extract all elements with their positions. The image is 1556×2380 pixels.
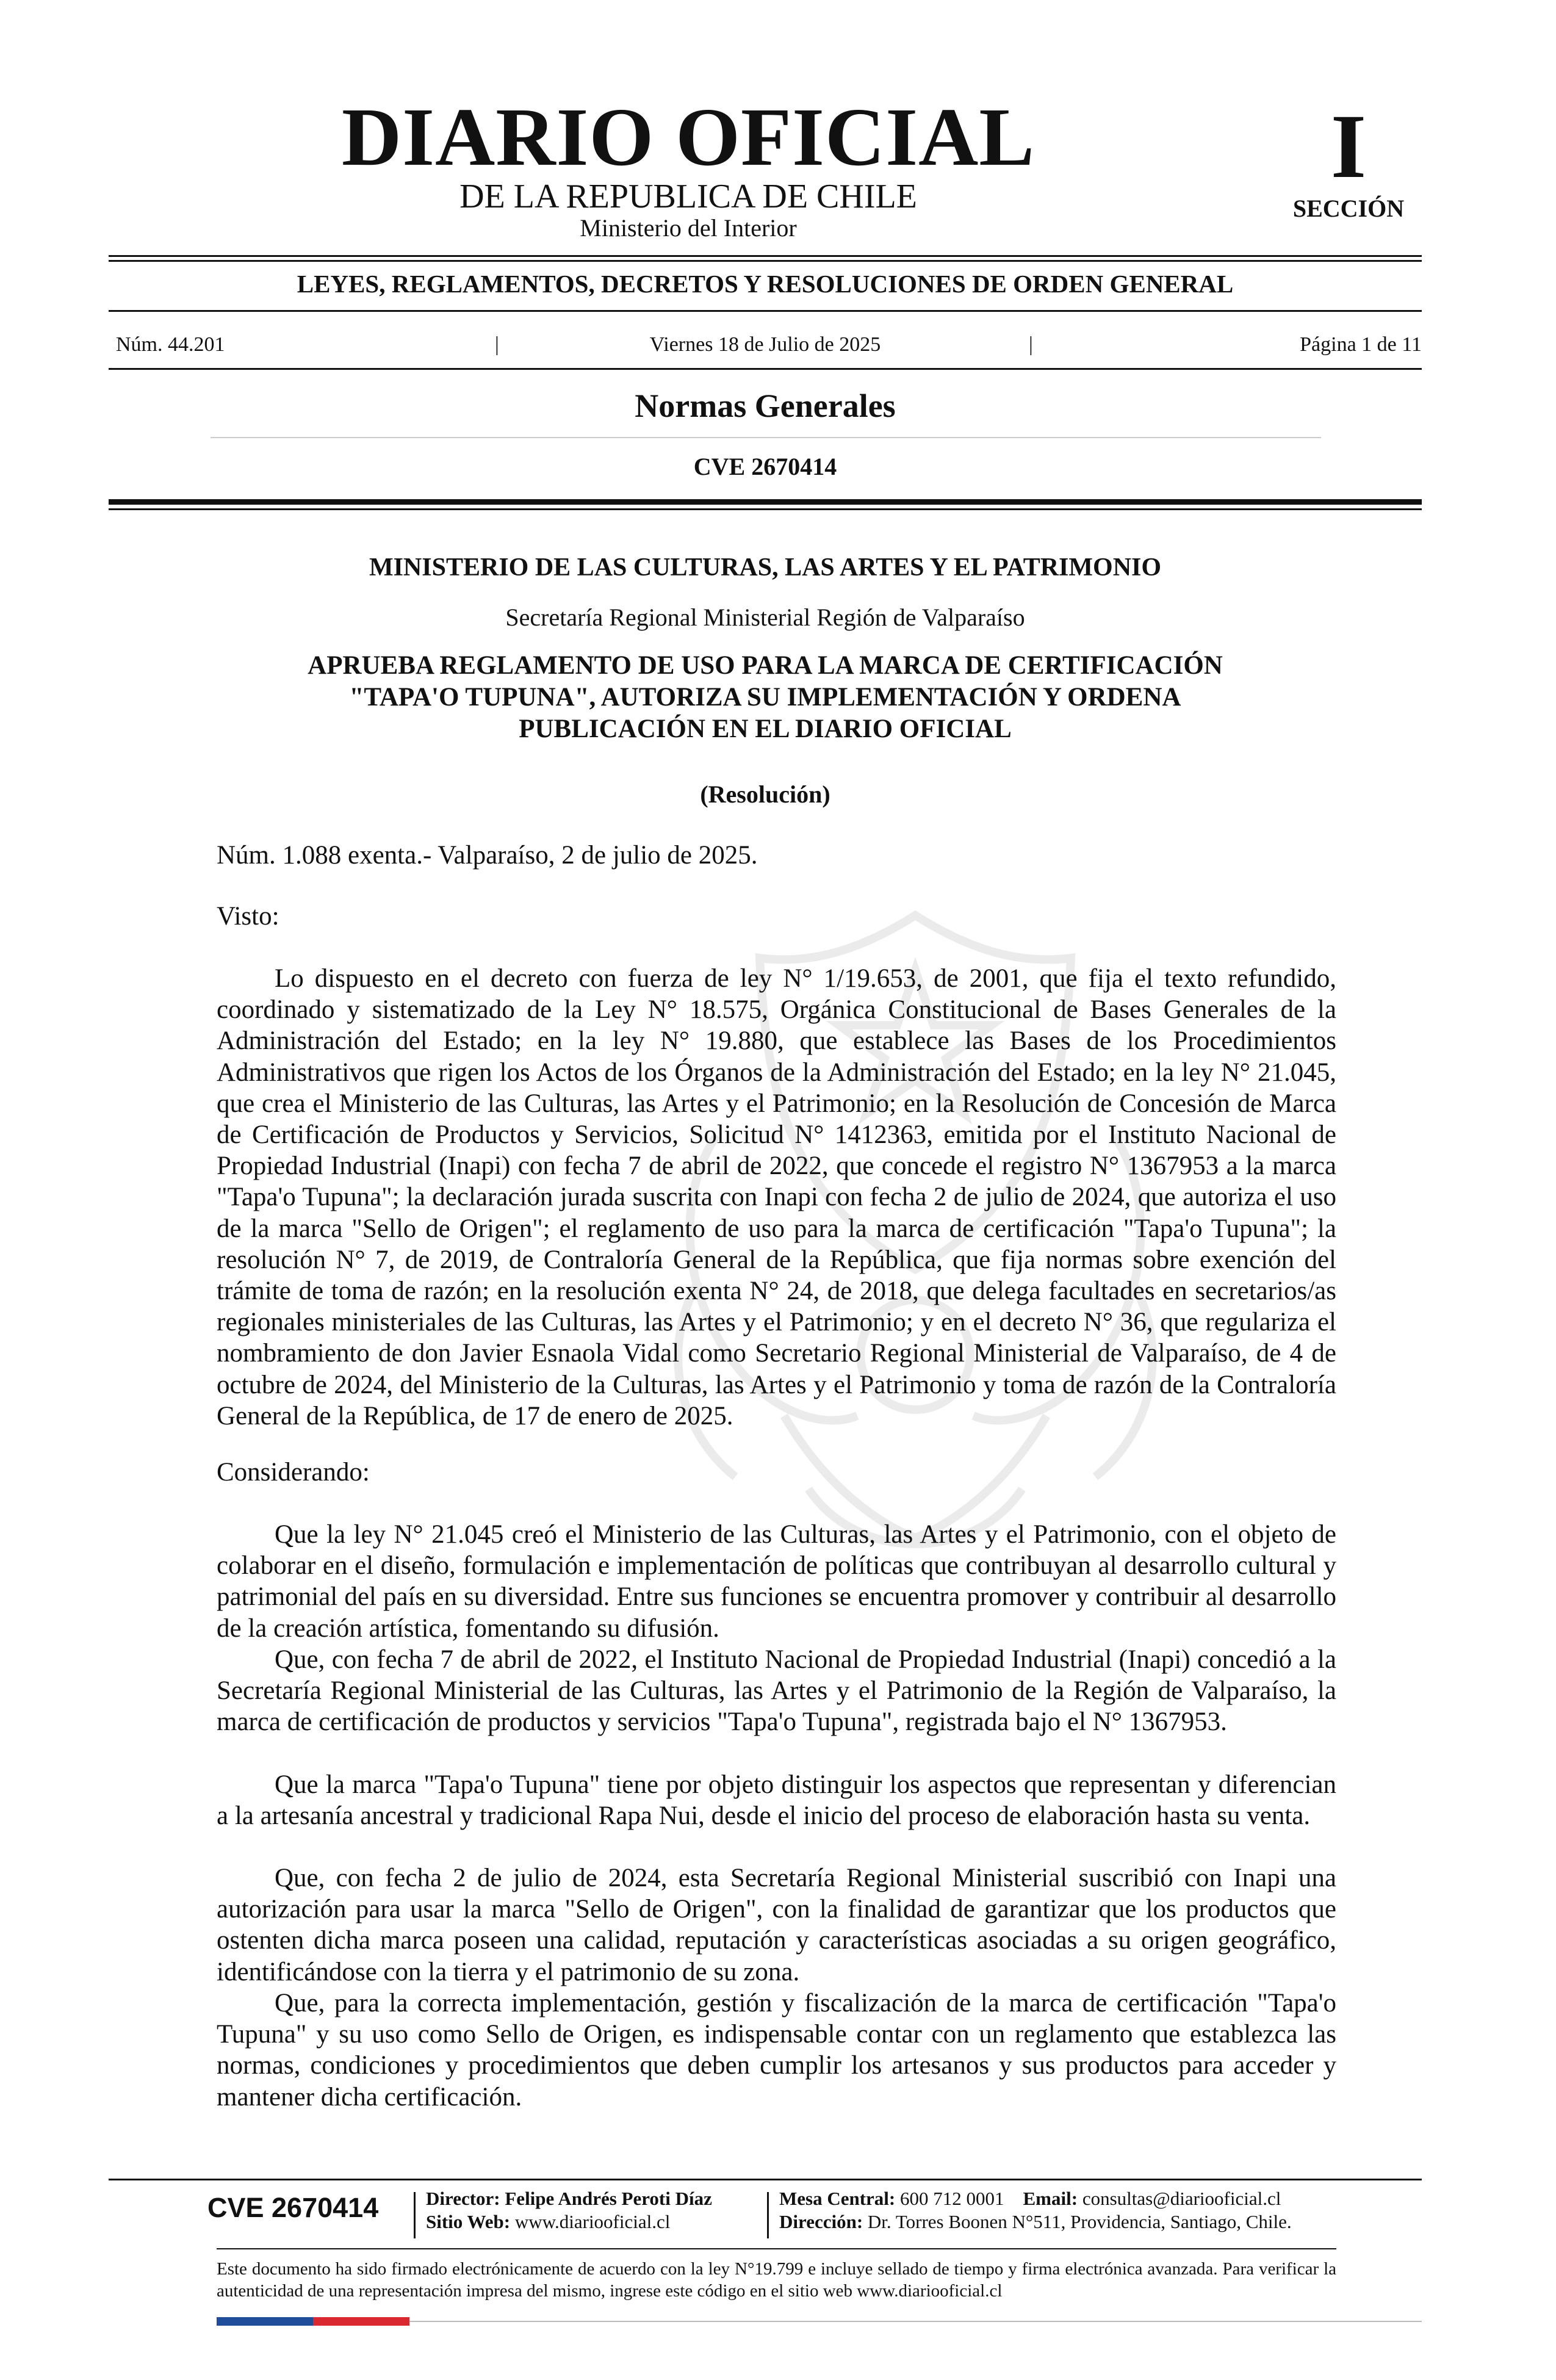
phone-number: 600 712 0001 <box>900 2188 1004 2209</box>
issue-page: Página 1 de 11 <box>1300 333 1422 356</box>
footer-rule-mid <box>217 2248 1336 2249</box>
section-divider <box>211 437 1321 438</box>
section-number: I <box>1330 96 1367 197</box>
considerando-paragraph: Que, para la correcta implementación, gestión y fiscalización de la marca de certificación "Tapa'o Tupuna" y su uso como Sello de Origen, es indispensable contar con un reglamento que establezca las normas, condiciones y procedimientos que deben cumplir los artesanos y sus productos para acceder y mantener dicha certificación. <box>217 1989 1336 2111</box>
considerando-paragraph: Que la marca "Tapa'o Tupuna" tiene por objeto distinguir los aspectos que representan y diferencian a la artesanía ancestral y tradicional Rapa Nui, desde el inicio del proceso de elaboración hasta su venta. <box>217 1770 1336 1831</box>
issue-rule <box>109 368 1422 370</box>
visto-label: Visto: <box>217 902 279 931</box>
issue-row <box>109 330 1422 360</box>
section-heading: Normas Generales <box>635 388 896 424</box>
heading-rule-thick <box>109 499 1422 505</box>
footer-legal-note: Este documento ha sido firmado electrónicamente de acuerdo con la ley N°19.799 e incluye sellado de tiempo y firma electrónica avanzada. Para verificar la autenticidad de una representación impresa del mismo, ingrese este código en el sitio web www.diariooficial.cl <box>217 2259 1336 2301</box>
footer-rule-bottom <box>409 2321 1422 2322</box>
newspaper-ministry: Ministerio del Interior <box>580 214 797 242</box>
document-title <box>109 650 1422 745</box>
document-title-line: PUBLICACIÓN EN EL DIARIO OFICIAL <box>519 715 1012 743</box>
banner-rule <box>109 310 1422 312</box>
newspaper-title: DIARIO OFICIAL <box>341 92 1036 183</box>
footer-contact-block <box>779 2187 1292 2234</box>
issuing-office: Secretaría Regional Ministerial Región de Valparaíso <box>505 604 1025 631</box>
document-title-line: "TAPA'O TUPUNA", AUTORIZA SU IMPLEMENTACIÓN Y ORDENA <box>349 683 1181 712</box>
considerando-paragraph: Que, con fecha 2 de julio de 2024, esta Secretaría Regional Ministerial suscribió con Inapi una autorización para usar la marca "Sello de Origen", con la finalidad de garantizar que los productos que ostenten dicha marca poseen una calidad, reputación y características asociadas a su origen geográfico, identificándose con la tierra y el patrimonio de su zona. <box>217 1864 1336 1986</box>
web-label: Sitio Web: <box>426 2211 511 2232</box>
phone-label: Mesa Central: <box>779 2188 896 2209</box>
issuing-ministry: MINISTERIO DE LAS CULTURAS, LAS ARTES Y EL PATRIMONIO <box>369 554 1162 582</box>
footer-director-block <box>426 2187 712 2234</box>
footer-rule-top <box>109 2179 1422 2180</box>
website-link[interactable]: www.diariooficial.cl <box>514 2211 671 2232</box>
masthead-rule-top <box>109 255 1422 257</box>
considerando-paragraph: Que la ley N° 21.045 creó el Ministerio de las Culturas, las Artes y el Patrimonio, con el objeto de colaborar en el diseño, formulación e implementación de políticas que contribuyan al desarrollo cultural y patrimonial del país en su diversidad. Entre sus funciones se encuentra promover y contribuir al desarrollo de la creación artística, fomentando su difusión. <box>217 1520 1336 1643</box>
masthead <box>109 92 1422 250</box>
footer-cve: CVE 2670414 <box>207 2192 379 2223</box>
newspaper-subtitle: DE LA REPUBLICA DE CHILE <box>459 178 917 215</box>
considerando-paragraph: Que, con fecha 7 de abril de 2022, el Instituto Nacional de Propiedad Industrial (Inapi) concedió a la Secretaría Regional Ministerial de las Culturas, las Artes y el Patrimonio de la Región de Valparaíso, la marca de certificación de productos y servicios "Tapa'o Tupuna", registrada bajo el N° 1367953. <box>217 1645 1336 1737</box>
footer-separator <box>414 2192 416 2238</box>
issue-separator-left: | <box>495 333 499 356</box>
address-label: Dirección: <box>779 2211 863 2232</box>
section-label: SECCIÓN <box>1292 195 1405 222</box>
email-label: Email: <box>1023 2188 1078 2209</box>
resolution-number: Núm. 1.088 exenta.- Valparaíso, 2 de julio de 2025. <box>217 841 758 870</box>
director-name: Felipe Andrés Peroti Díaz <box>505 2188 712 2209</box>
email-link[interactable]: consultas@diariooficial.cl <box>1082 2188 1281 2209</box>
flag-stripe-red <box>313 2317 409 2326</box>
banner-laws: LEYES, REGLAMENTOS, DECRETOS Y RESOLUCIONES DE ORDEN GENERAL <box>297 270 1234 298</box>
masthead-rule-bottom <box>109 260 1422 262</box>
issue-date: Viernes 18 de Julio de 2025 <box>649 333 881 356</box>
document-title-line: APRUEBA REGLAMENTO DE USO PARA LA MARCA DE CERTIFICACIÓN <box>308 651 1223 680</box>
visto-paragraph: Lo dispuesto en el decreto con fuerza de ley N° 1/19.653, de 2001, que fija el texto refundido, coordinado y sistematizado de la Ley N° 18.575, Orgánica Constitucional de Bases Generales de la Administración del Estado; en la ley N° 19.880, que establece las Bases de los Procedimientos Administrativos que rigen los Actos de los Órganos de la Administración del Estado; en la ley N° 21.045, que crea el Ministerio de las Culturas, las Artes y el Patrimonio; en la Resolución de Concesión de Marca de Certificación de Productos y Servicios, Solicitud N° 1412363, emitida por el Instituto Nacional de Propiedad Industrial (Inapi) con fecha 7 de abril de 2022, que concede el registro N° 1367953 a la marca "Tapa'o Tupuna"; la declaración jurada suscrita con Inapi con fecha 2 de julio de 2024, que autoriza el uso de la marca "Sello de Origen"; el reglamento de uso para la marca de certificación "Tapa'o Tupuna"; la resolución N° 7, de 2019, de Contraloría General de la República, que fija normas sobre exención del trámite de toma de razón; en la resolución exenta N° 24, de 2018, que delega facultades en secretarios/as regionales ministeriales de las Culturas, las Artes y el Patrimonio; y en el decreto N° 36, que regulariza el nombramiento de don Javier Esnaola Vidal como Secretario Regional Ministerial de Valparaíso, de 4 de octubre de 2024, del Ministerio de la Culturas, las Artes y el Patrimonio y toma de razón de la Contraloría General de la República, de 17 de enero de 2025. <box>217 964 1336 1430</box>
issue-separator-right: | <box>1029 333 1033 356</box>
director-label: Director: <box>426 2188 500 2209</box>
document-type: (Resolución) <box>700 781 830 808</box>
heading-rule-thin <box>109 508 1422 510</box>
flag-stripe-blue <box>217 2317 313 2326</box>
issue-number: Núm. 44.201 <box>116 333 225 356</box>
address-text: Dr. Torres Boonen N°511, Providencia, Santiago, Chile. <box>867 2211 1292 2232</box>
considerando-label: Considerando: <box>217 1458 370 1487</box>
footer-separator <box>767 2192 769 2238</box>
cve-heading: CVE 2670414 <box>693 453 837 480</box>
